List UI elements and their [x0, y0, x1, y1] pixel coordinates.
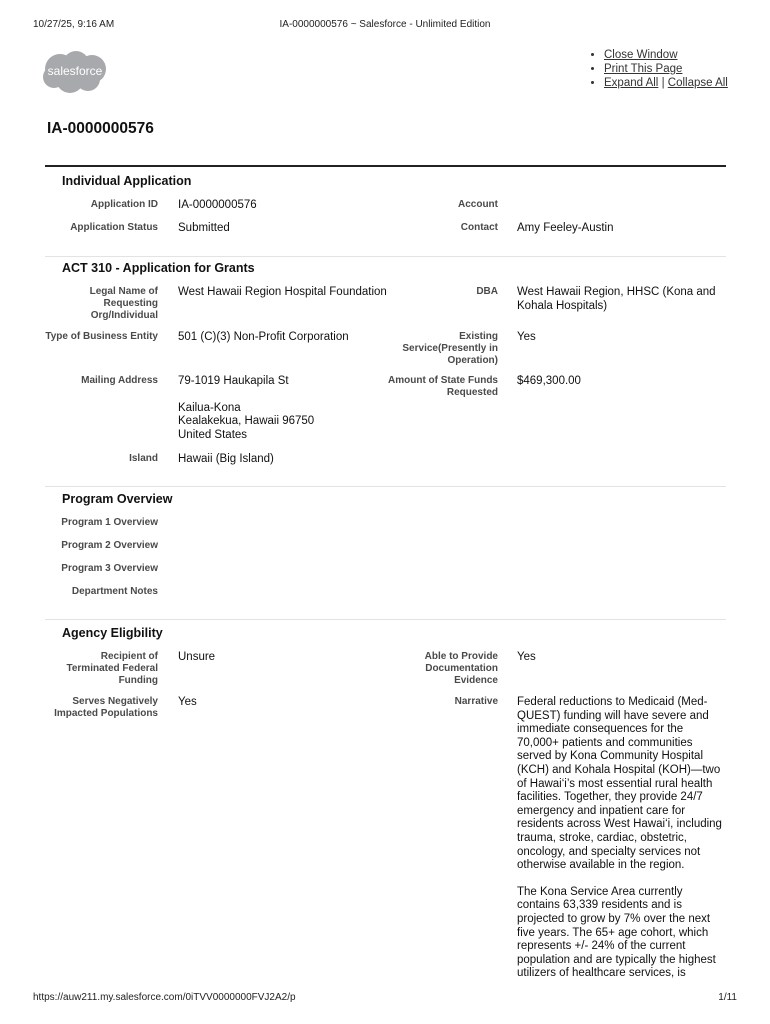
expand-all-link[interactable]: Expand All: [604, 77, 659, 89]
state-funds-value: $469,300.00: [517, 375, 581, 387]
print-url: https://auw211.my.salesforce.com/0iTVV0000000FVJ2A2/p: [33, 992, 296, 1003]
narrative-value: [517, 696, 727, 981]
narrative-label: Narrative: [454, 696, 498, 707]
expand-collapse-item: [604, 76, 728, 90]
section-divider: [45, 256, 726, 257]
close-window-link[interactable]: Close Window: [604, 49, 678, 61]
dba-label: DBA: [476, 286, 498, 297]
link-separator: |: [661, 77, 665, 89]
section-heading-program-overview: Program Overview: [62, 492, 173, 506]
existing-service-label: Existing Service(Presently in Operation): [402, 331, 498, 366]
narrative-paragraph: Federal reductions to Medicaid (Med-QUEST) funding will have severe and immediate consequences for the 70,000+ patients and communities served by Kona Community Hospital (KCH) and Kohala Hospital (KOH)—two of Hawai‘i’s most essential rural health facilities. Together, they provide 24/7 emergency and inpatient care for residents across West Hawai‘i, including trauma, stroke, cardiac, obstetric, oncology, and specialty services not otherwise available in the region.: [517, 696, 722, 872]
documentation-label: Able to Provide Documentation Evidence: [424, 651, 498, 686]
serves-label: Serves Negatively Impacted Populations: [54, 696, 158, 719]
application-id-label: Application ID: [90, 199, 158, 210]
island-label: Island: [129, 453, 158, 464]
close-window-item: [604, 48, 728, 62]
mailing-state-line: Kealakekua, Hawaii 96750: [178, 415, 315, 428]
mailing-address-value: [178, 375, 408, 442]
business-type-label: Type of Business Entity: [45, 331, 158, 342]
existing-service-value: Yes: [517, 331, 536, 343]
application-id-value: IA-0000000576: [178, 199, 257, 211]
print-page-link[interactable]: Print This Page: [604, 63, 683, 75]
mailing-country: United States: [178, 428, 248, 441]
legal-name-label: Legal Name of Requesting Org/Individual: [89, 286, 158, 321]
recipient-label: Recipient of Terminated Federal Funding: [66, 651, 158, 686]
island-value: Hawaii (Big Island): [178, 453, 274, 465]
mailing-street: 79-1019 Haukapila St: [178, 375, 289, 387]
section-divider: [45, 619, 726, 620]
program2-label: Program 2 Overview: [61, 540, 158, 551]
serves-value: Yes: [178, 696, 197, 708]
record-title: IA-0000000576: [47, 120, 154, 137]
contact-value: Amy Feeley-Austin: [517, 222, 614, 234]
section-divider: [45, 486, 726, 487]
collapse-all-link[interactable]: Collapse All: [667, 77, 728, 89]
recipient-value: Unsure: [178, 651, 216, 663]
print-page-item: [604, 62, 728, 76]
narrative-paragraph: The Kona Service Area currently contains 63,339 residents and is projected to grow by 7% over the next five years. The 65+ age cohort, which represents +/- 24% of the current population and are typically the highest utilizers of healthcare services, is: [517, 885, 716, 980]
page-number: 1/11: [718, 992, 737, 1003]
section-heading-individual-application: Individual Application: [62, 174, 192, 188]
print-timestamp: 10/27/25, 9:16 AM: [33, 19, 115, 30]
account-label: Account: [458, 199, 498, 210]
documentation-value: Yes: [517, 651, 536, 663]
application-status-label: Application Status: [70, 222, 158, 233]
title-divider: [45, 165, 726, 167]
section-heading-act310: ACT 310 - Application for Grants: [62, 261, 255, 275]
contact-label: Contact: [460, 222, 498, 233]
legal-name-value: West Hawaii Region Hospital Foundation: [178, 286, 387, 298]
mailing-city: Kailua-Kona: [178, 401, 241, 414]
salesforce-logo: [40, 49, 110, 94]
mailing-address-label: Mailing Address: [81, 375, 158, 386]
program3-label: Program 3 Overview: [61, 563, 158, 574]
dba-value: West Hawaii Region, HHSC (Kona and Kohala Hospitals): [517, 286, 716, 312]
application-status-value: Submitted: [178, 222, 230, 234]
section-heading-agency-eligibility: Agency Eligbility: [62, 626, 163, 640]
print-page-title: IA-0000000576 ~ Salesforce - Unlimited Edition: [279, 19, 491, 30]
business-type-value: 501 (C)(3) Non-Profit Corporation: [178, 331, 349, 343]
program1-label: Program 1 Overview: [61, 517, 158, 528]
department-notes-label: Department Notes: [71, 586, 158, 597]
page-actions: [590, 48, 728, 90]
logo-wordmark: salesforce: [47, 64, 103, 78]
state-funds-label: Amount of State Funds Requested: [388, 375, 498, 398]
